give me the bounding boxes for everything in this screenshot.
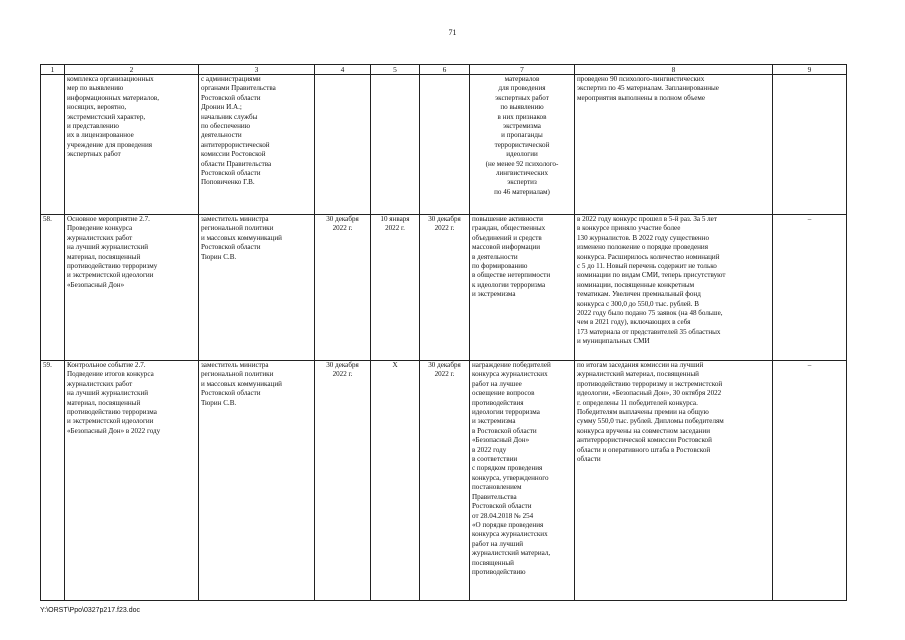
actual-result-cell: по итогам заседания комиссии на лучший журналистский материал, посвященный противодействию терроризму и экстремистской идеологии, «Безопасный Дон», 30 октября 2022 г. определены 11 победителей конкурса. Победителям выплачены премии на общую сумму 550,0 тыс. рублей. Дипломы победителям конкурса вручены на совместном заседании антитеррористической комиссии Ростовской области и оперативного штаба в Ростовской области	[575, 361, 773, 601]
plan-date-cell	[315, 75, 371, 215]
fact-end-cell: 30 декабря 2022 г.	[420, 215, 470, 361]
fact-end-cell: 30 декабря 2022 г.	[420, 361, 470, 601]
event-cell: Контрольное событие 2.7. Подведение итогов конкурса журналистских работ на лучший журналистский материал, посвященный противодействию терроризма и экстремистской идеологии «Безопасный Дон» в 2022 году	[65, 361, 199, 601]
header-cell: 7	[470, 65, 575, 75]
fact-start-cell: Х	[371, 361, 420, 601]
actual-result-cell: проведено 90 психолого-лингвистических экспертиз по 45 материалам. Запланированные мероприятия выполнены в полном объеме	[575, 75, 773, 215]
note-cell: –	[773, 361, 847, 601]
table-row	[41, 75, 847, 215]
fact-start-cell: 10 января 2022 г.	[371, 215, 420, 361]
executor-cell: с администрациями органами Правительства Ростовской области Дронин И.А.; начальник службы по обеспечению деятельности антитеррористической комиссии Ростовской области Правительства Ростовской области Поповиченко Г.В.	[199, 75, 315, 215]
expected-result-cell: награждение победителей конкурса журналистских работ на лучшее освещение вопросов противодействия идеологии терроризма и экстремизма в Ростовской области «Безопасный Дон» в 2022 году в соответствии с порядком проведения конкурса, утвержденного постановлением Правительства Ростовской области от 28.04.2018 № 254 «О порядке проведения конкурса журналистских работ на лучший журналистский материал, посвященный противодействию	[470, 361, 575, 601]
expected-result-cell: материалов для проведения экспертных работ по выявлению в них признаков экстремизма и пропаганды террористической идеологии (не менее 92 психолого- лингвистических экспертиз по 46 материалам)	[470, 75, 575, 215]
header-cell: 5	[371, 65, 420, 75]
page-number: 71	[448, 28, 457, 37]
event-cell: Основное мероприятие 2.7. Проведение конкурса журналистских работ на лучший журналистский материал, посвященный противодействию терроризму и экстремистской идеологии «Безопасный Дон»	[65, 215, 199, 361]
report-table	[40, 64, 847, 601]
row-number: 59.	[41, 361, 65, 601]
header-row	[41, 65, 847, 75]
plan-date-cell: 30 декабря 2022 г.	[315, 361, 371, 601]
header-cell: 8	[575, 65, 773, 75]
table-row	[41, 215, 847, 361]
executor-cell: заместитель министра региональной политики и массовых коммуникаций Ростовской области Тюрин С.В.	[199, 361, 315, 601]
header-cell: 6	[420, 65, 470, 75]
event-cell: комплекса организационных мер по выявлению информационных материалов, носящих, вероятно, экстремистский характер, и представлению их в лицензированное учреждение для проведения экспертных работ	[65, 75, 199, 215]
expected-result-cell: повышение активности граждан, общественных объединений и средств массовой информации в деятельности по формированию в обществе нетерпимости к идеологии терроризма и экстремизма	[470, 215, 575, 361]
executor-cell: заместитель министра региональной политики и массовых коммуникаций Ростовской области Тюрин С.В.	[199, 215, 315, 361]
header-cell: 9	[773, 65, 847, 75]
header-cell: 2	[65, 65, 199, 75]
plan-date-cell: 30 декабря 2022 г.	[315, 215, 371, 361]
header-cell: 3	[199, 65, 315, 75]
fact-end-cell	[420, 75, 470, 215]
actual-result-cell: в 2022 году конкурс прошел в 5-й раз. За 5 лет в конкурсе приняло участие более 130 журналистов. В 2022 году существенно изменено положение о порядке проведения конкурса. Расширилось количество номинаций с 5 до 11. Новый перечень содержит не только номинации по видам СМИ, теперь присутствуют номинации, посвященные конкретным тематикам. Увеличен премиальный фонд конкурса с 300,0 до 550,0 тыс. рублей. В 2022 году было подано 75 заявок (на 48 больше, чем в 2021 году), включающих в себя 173 материала от представителей 35 областных и муниципальных СМИ	[575, 215, 773, 361]
header-cell: 1	[41, 65, 65, 75]
note-cell	[773, 75, 847, 215]
row-number: 58.	[41, 215, 65, 361]
header-cell: 4	[315, 65, 371, 75]
table-row	[41, 361, 847, 601]
note-cell: –	[773, 215, 847, 361]
row-number	[41, 75, 65, 215]
fact-start-cell	[371, 75, 420, 215]
file-path-footer: Y:\ORST\Ppo\0327p217.f23.doc	[40, 607, 141, 614]
